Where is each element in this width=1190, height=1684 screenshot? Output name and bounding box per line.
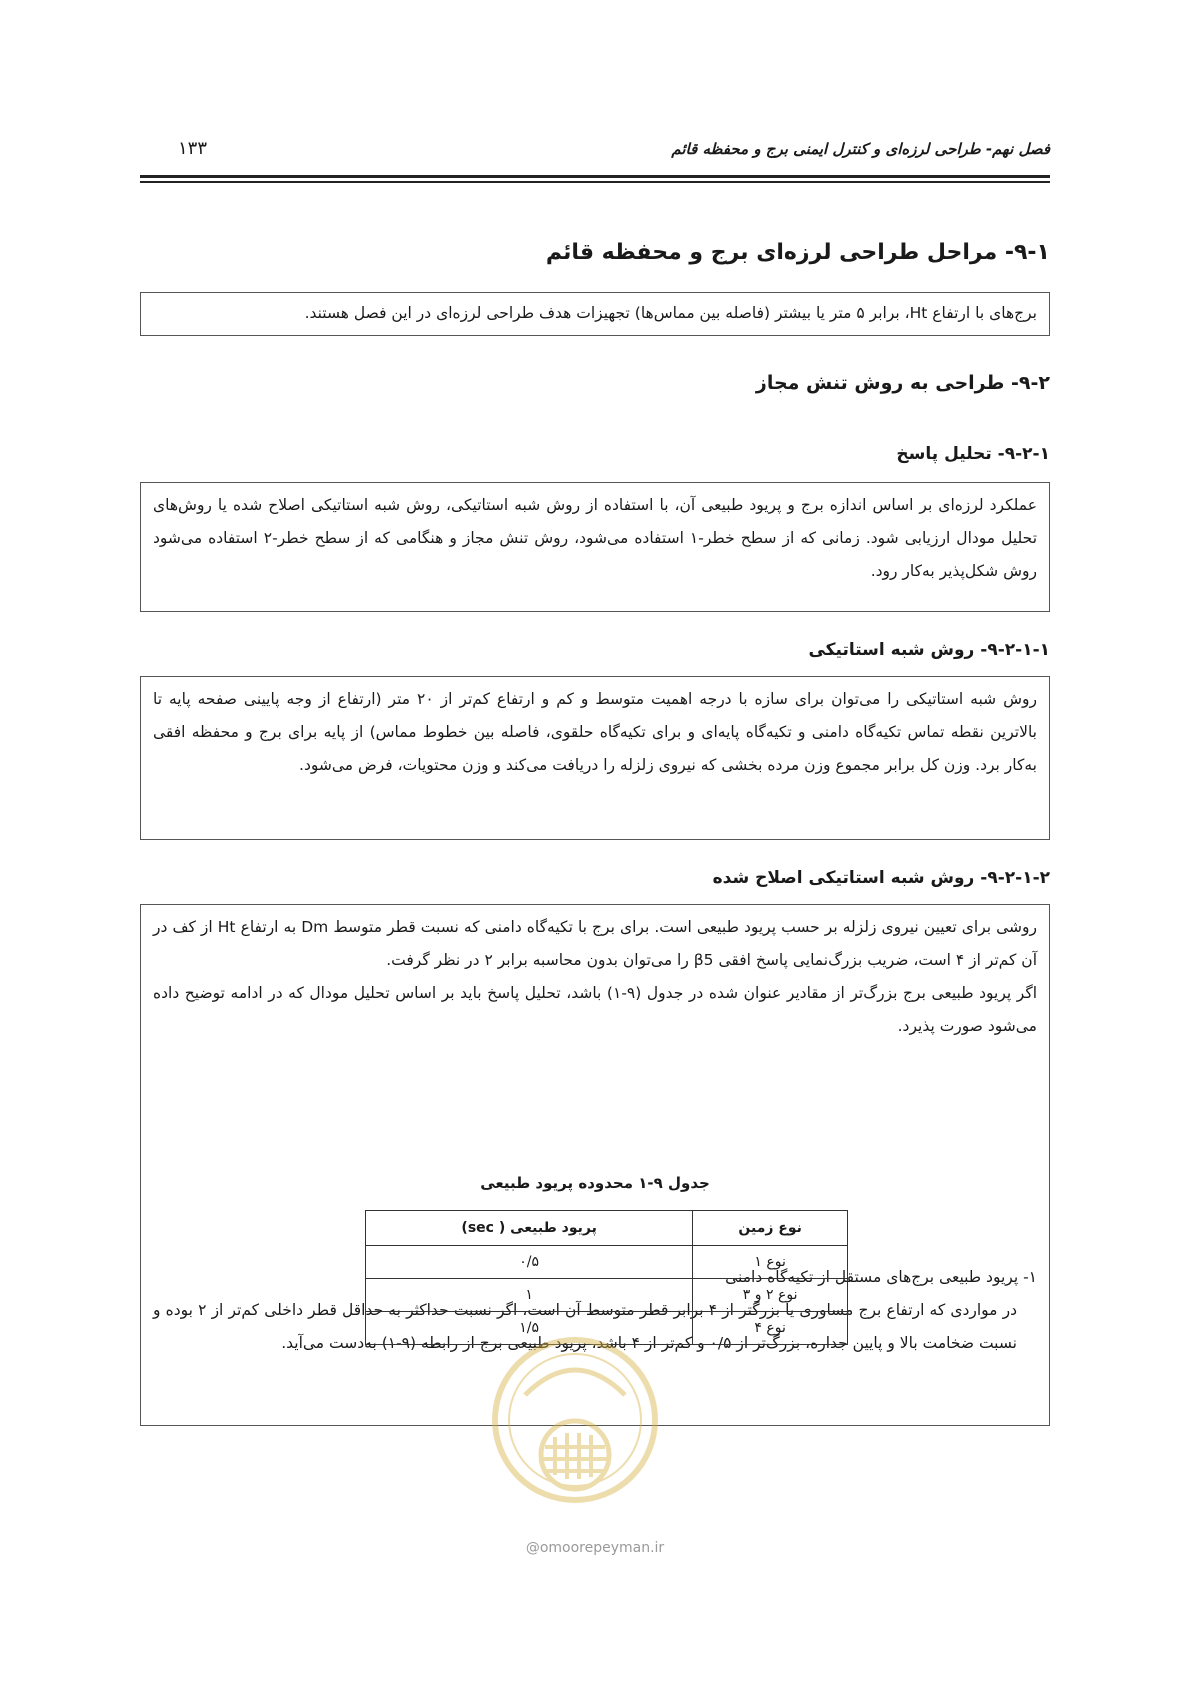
section-9-2-1-box	[140, 482, 1050, 612]
chapter-title: فصل نهم- طراحی لرزه‌ای و کنترل ایمنی برج و محفظه قائم	[671, 140, 1050, 158]
page-number: ۱۳۳	[178, 138, 208, 159]
section-9-2-1-1-heading: ۹-۲-۱-۱- روش شبه استاتیکی	[808, 640, 1050, 660]
period-table	[365, 1210, 848, 1345]
note-item-text: در مواردی که ارتفاع برج مساوری یا بزرگتر از ۴ برابر قطر متوسط آن است، اگر نسبت حداکثر به حداقل قطر داخلی کم‌تر از ۲ بوده و نسبت ضخامت بالا و پایین جداره، بزرگ‌تر از ۰/۵ و کم‌تر از ۴ باشد، پریود طبیعی برج از رابطه (۹-۱) به‌دست می‌آید.	[153, 1301, 1017, 1352]
section-9-1-text: برج‌های با ارتفاع Ht، برابر ۵ متر یا بیشتر (فاصله بین مماس‌ها) تجهیزات هدف طراحی لرزه‌ای در این فصل هستند.	[304, 304, 1037, 322]
header-rule-thick	[140, 175, 1050, 178]
section-9-2-1-2-heading: ۹-۲-۱-۲- روش شبه استاتیکی اصلاح شده	[712, 868, 1050, 888]
section-9-2-1-1-text: روش شبه استاتیکی را می‌توان برای سازه با درجه اهمیت متوسط و کم و ارتفاع کم‌تر از ۲۰ متر (ارتفاع از وجه پایینی صفحه پایه تا بالاترین نقطه تماس تکیه‌گاه دامنی و تکیه‌گاه پایه‌ای و برای تکیه‌گاه حلقوی، فاصله بین خطوط مماس) از پایه برای برج و محفظه افقی به‌کار برد. وزن کل برابر مجموع وزن مرده بخشی که نیروی زلزله را دریافت می‌کند و وزن محتویات، فرض می‌شود.	[153, 690, 1037, 774]
section-9-2-1-text: عملکرد لرزه‌ای بر اساس اندازه برج و پریود طبیعی آن، با استفاده از روش شبه استاتیکی، روش شبه استاتیکی اصلاح شده یا روش‌های تحلیل مودال ارزیابی شود. زمانی که از سطح خطر-۱ استفاده می‌شود، روش تنش مجاز و هنگامی که از سطح خطر-۲ استفاده می‌شود روش شکل‌پذیر به‌کار رود.	[153, 496, 1038, 580]
section-9-2-1-2-paragraph-2: اگر پریود طبیعی برج بزرگ‌تر از مقادیر عنوان شده در جدول (۹-۱) باشد، تحلیل پاسخ باید بر اساس تحلیل مودال که در ادامه توضیح داده می‌شود صورت پذیرد.	[153, 984, 1038, 1035]
note-item-heading: ۱- پریود طبیعی برج‌های مستقل از تکیه‌گاه دامنی	[725, 1268, 1037, 1286]
header-rule-thin	[140, 181, 1050, 183]
section-9-1-box	[140, 292, 1050, 336]
table-row	[366, 1312, 848, 1345]
page-header	[140, 138, 1050, 168]
section-9-1-heading: ۹-۱- مراحل طراحی لرزه‌ای برج و محفظه قائم	[545, 240, 1050, 265]
table-row	[366, 1246, 848, 1279]
website-footer: @omoorepeyman.ir	[525, 1540, 665, 1556]
table-cell: نوع ۲ و ۳	[693, 1279, 848, 1312]
table-cell: نوع ۱	[693, 1246, 848, 1279]
table-caption: جدول ۹-۱ محدوده پریود طبیعی	[480, 1174, 710, 1192]
table-cell: نوع ۴	[693, 1312, 848, 1345]
section-9-2-1-2-box	[140, 904, 1050, 1426]
table-header-row	[366, 1211, 848, 1246]
table-header-cell: نوع زمین	[693, 1211, 848, 1246]
section-9-2-heading: ۹-۲- طراحی به روش تنش مجاز	[755, 372, 1050, 394]
section-9-2-1-heading: ۹-۲-۱- تحلیل پاسخ	[896, 444, 1050, 464]
table-cell: ۱/۵	[366, 1312, 693, 1345]
table-cell: ۱	[366, 1279, 693, 1312]
table-header-cell: پریود طبیعی ( sec)	[366, 1211, 693, 1246]
table-row	[366, 1279, 848, 1312]
table-cell: ۰/۵	[366, 1246, 693, 1279]
section-9-2-1-2-paragraph-1: روشی برای تعیین نیروی زلزله بر حسب پریود طبیعی است. برای برج با تکیه‌گاه دامنی که نسبت قطر متوسط Dm به ارتفاع Ht از کف در آن کم‌تر از ۴ است، ضریب بزرگ‌نمایی پاسخ افقی β5 را می‌توان بدون محاسبه برابر ۲ در نظر گرفت.	[153, 918, 1038, 969]
section-9-2-1-1-box	[140, 676, 1050, 840]
